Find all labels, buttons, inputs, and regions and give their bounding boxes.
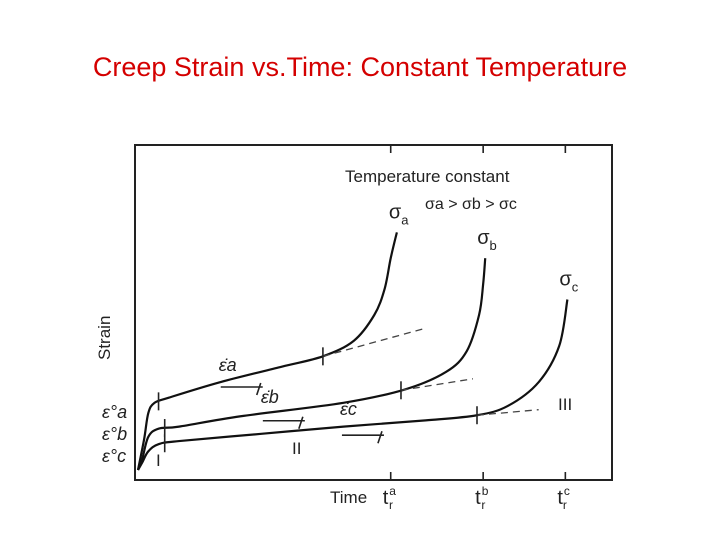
rupture-time-superscript: c — [563, 484, 570, 498]
stress-order-annotation: σa > σb > σc — [425, 196, 517, 213]
creep-curve-c — [138, 300, 567, 471]
rupture-time-subscript: r — [562, 498, 567, 512]
creep-curve-b — [138, 258, 485, 470]
steady-state-extrapolation — [401, 379, 473, 390]
stress-label-b: $\sigma_b$ — [477, 227, 497, 254]
region-label-I: I — [156, 451, 161, 470]
initial-strain-label-b: ε°b — [102, 424, 128, 444]
rate-marker-arrow — [378, 431, 382, 443]
stress-label-c: $\sigma_c$ — [559, 268, 579, 295]
steady-state-extrapolation — [323, 328, 426, 356]
rupture-time-label: $t^b$ r — [475, 484, 489, 512]
plot-frame — [135, 145, 612, 480]
strain-rate-label-c: ε̇c — [339, 399, 357, 420]
region-label-II: II — [292, 439, 302, 458]
rupture-time-subscript: r — [388, 498, 393, 512]
initial-strain-label-a: ε°a — [102, 402, 128, 422]
region-label-III: III — [558, 395, 573, 414]
rupture-time-label: $t^a$ r — [382, 484, 396, 512]
x-axis-label: Time — [330, 488, 368, 507]
stress-label-a: $\sigma_a$ — [388, 201, 409, 228]
strain-rate-label-b: ε̇b — [260, 386, 279, 407]
stress-label-subscript: b — [489, 238, 497, 254]
rupture-time-label: $t^c$ r — [557, 484, 570, 512]
rupture-time-subscript: r — [481, 498, 486, 512]
stress-label-subscript: c — [571, 279, 579, 295]
rate-marker-arrow — [299, 417, 303, 429]
rupture-time-superscript: b — [481, 484, 489, 498]
rupture-time-superscript: a — [389, 484, 396, 498]
strain-rate-label-a: ε̇a — [218, 355, 237, 375]
slide-title: Creep Strain vs.Time: Constant Temperature — [92, 52, 628, 82]
stress-label-subscript: a — [401, 212, 409, 228]
y-axis-label: Strain — [95, 315, 114, 360]
temperature-annotation: Temperature constant — [345, 167, 510, 186]
initial-strain-label-c: ε°c — [102, 446, 127, 466]
